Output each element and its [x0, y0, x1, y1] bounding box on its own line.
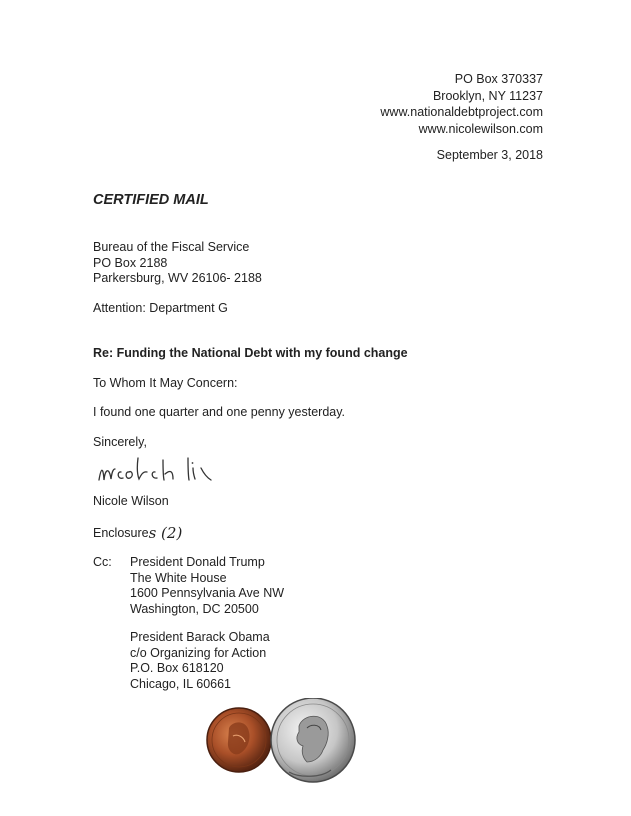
- enclosures-line: [93, 525, 182, 541]
- certified-mail-heading: CERTIFIED MAIL: [93, 192, 209, 208]
- recipient-line: Bureau of the Fiscal Service: [93, 240, 250, 254]
- letter-body: I found one quarter and one penny yesterday.: [93, 405, 346, 419]
- enclosures-label: Enclosure: [93, 526, 149, 540]
- cc-line: c/o Organizing for Action: [130, 645, 267, 660]
- cc-recipient-trump: [130, 555, 284, 617]
- cc-line: The White House: [130, 570, 227, 585]
- cc-line: 1600 Pennsylvania Ave NW: [130, 586, 285, 600]
- recipient-address: [93, 240, 262, 287]
- handwritten-signature: [93, 450, 243, 490]
- penny-icon: [207, 708, 271, 772]
- recipient-line: Parkersburg, WV 26106- 2188: [93, 271, 262, 285]
- quarter-icon: [271, 698, 355, 782]
- signer-name: Nicole Wilson: [93, 494, 169, 508]
- sender-line: PO Box 370337: [454, 72, 543, 86]
- sender-line: www.nicolewilson.com: [418, 121, 543, 136]
- sender-line: Brooklyn, NY 11237: [432, 88, 543, 103]
- cc-recipient-obama: [130, 630, 270, 692]
- cc-line: President Donald Trump: [130, 555, 265, 569]
- attention-line: Attention: Department G: [93, 301, 228, 315]
- cc-line: P.O. Box 618120: [130, 661, 224, 675]
- salutation: To Whom It May Concern:: [93, 376, 238, 390]
- cc-line: Chicago, IL 60661: [130, 676, 232, 691]
- enclosures-handwritten: s (2): [148, 524, 183, 542]
- sender-line: www.nationaldebtproject.com: [380, 105, 543, 119]
- letter-date: September 3, 2018: [436, 148, 543, 162]
- cc-label: Cc:: [93, 555, 112, 569]
- subject-line: Re: Funding the National Debt with my found change: [93, 346, 408, 360]
- closing: Sincerely,: [93, 435, 147, 449]
- sender-address: [380, 71, 543, 137]
- coins-image: [203, 698, 363, 788]
- recipient-line: PO Box 2188: [93, 255, 168, 270]
- cc-line: Washington, DC 20500: [130, 601, 259, 616]
- cc-line: President Barack Obama: [130, 630, 270, 644]
